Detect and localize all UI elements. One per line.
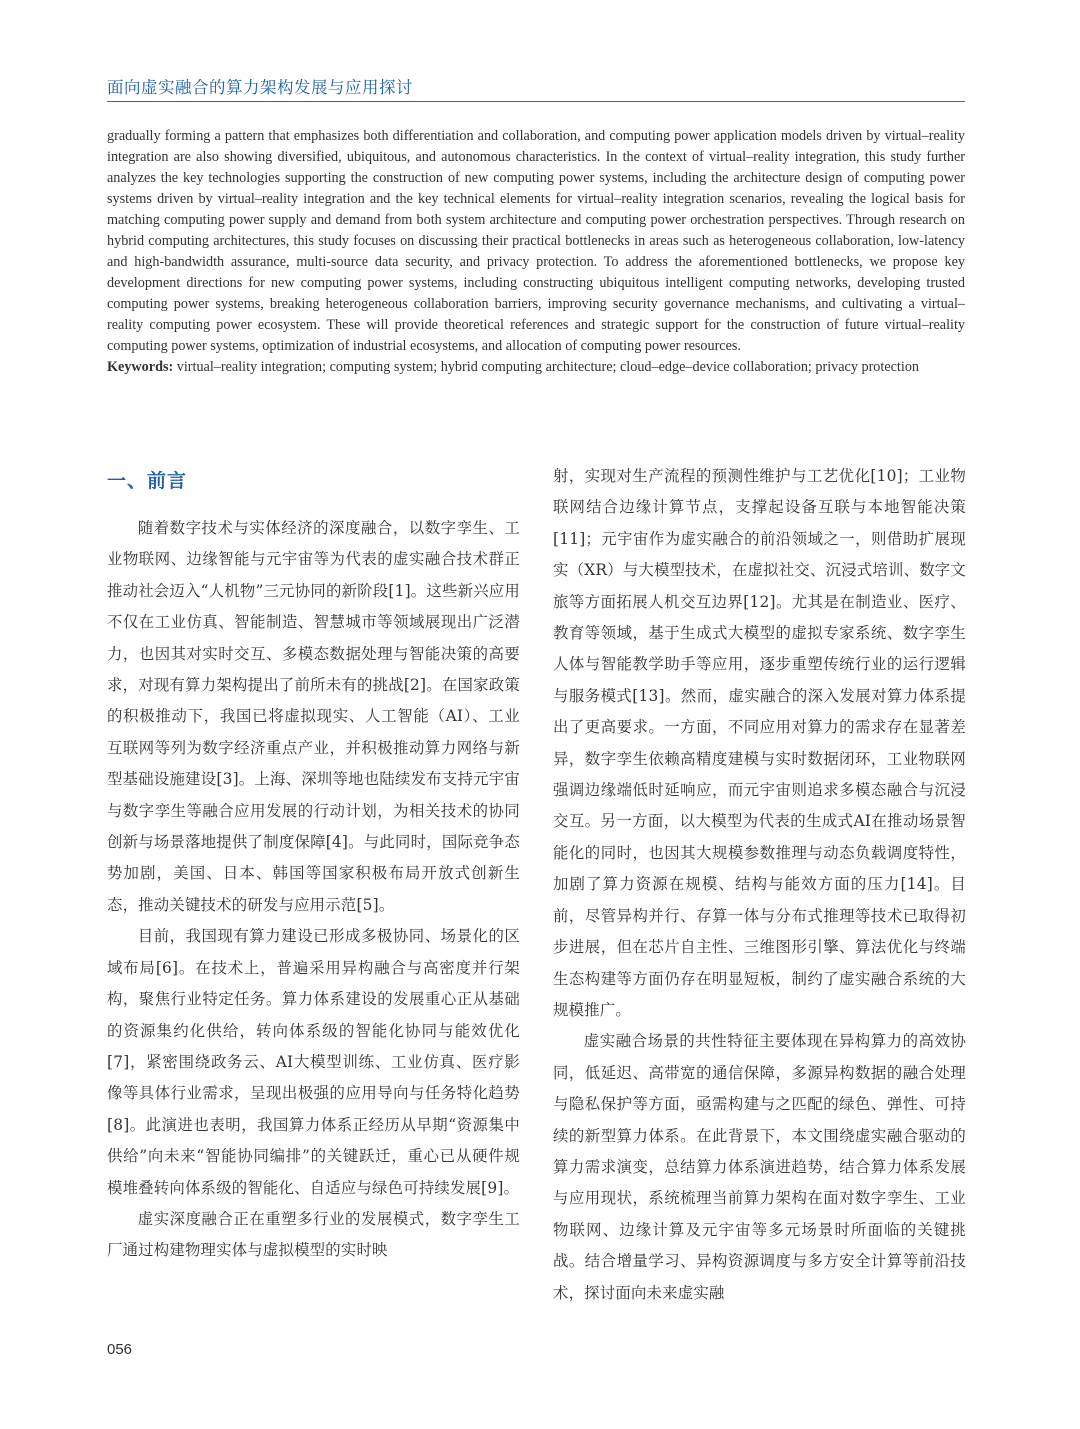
running-header <box>107 74 965 102</box>
abstract-body: gradually forming a pattern that emphasizes both differentiation and collaboration, and computing power application models driven by virtual–reality integration are also showing diversified, ubiquitous, and autonomous characteristics. In the context of virtual–reality integration, this study further analyzes the key technologies supporting the construction of new computing power systems, including the architecture design of computing power systems driven by virtual–reality integration and the key technical elements for virtual–reality integration scenarios, revealing the logical basis for matching computing power supply and demand from both system architecture and computing power orchestration perspectives. Through research on hybrid computing architectures, this study focuses on discussing their practical bottlenecks in areas such as heterogeneous collaboration, low-latency and high-bandwidth assurance, multi-source data security, and privacy protection. To address the aforementioned bottlenecks, we propose key development directions for new computing power systems, including constructing ubiquitous intelligent computing networks, developing trusted computing power systems, breaking heterogeneous collaboration barriers, improving security governance mechanisms, and cultivating a virtual–reality computing power ecosystem. These will provide theoretical references and strategic support for the construction of future virtual–reality computing power systems, optimization of industrial ecosystems, and allocation of computing power resources. <box>107 128 965 354</box>
right-paragraph-1: 射，实现对生产流程的预测性维护与工艺优化[10]；工业物联网结合边缘计算节点，支撑起设备互联与本地智能决策[11]；元宇宙作为虚实融合的前沿领域之一，则借助扩展现实（XR）与大模型技术，在虚拟社交、沉浸式培训、数字文旅等方面拓展人机交互边界[12]。尤其是在制造业、医疗、教育等领域，基于生成式大模型的虚拟专家系统、数字孪生人体与智能教学助手等应用，逐步重塑传统行业的运行逻辑与服务模式[13]。然而，虚实融合的深入发展对算力体系提出了更高要求。一方面，不同应用对算力的需求存在显著差异，数字孪生依赖高精度建模与实时数据闭环，工业物联网强调边缘端低时延响应，而元宇宙则追求多模态融合与沉浸交互。另一方面，以大模型为代表的生成式AI在推动场景智能化的同时，也因其大规模参数推理与动态负载调度特性，加剧了算力资源在规模、结构与能效方面的压力[14]。目前，尽管异构并行、存算一体与分布式推理等技术已取得初步进展，但在芯片自主性、三维图形引擎、算法优化与终端生态构建等方面仍存在明显短板，制约了虚实融合系统的大规模推广。 <box>553 467 966 1019</box>
right-column <box>553 461 966 1306</box>
section-heading: 一、前言 <box>107 470 188 492</box>
left-paragraph-1: 随着数字技术与实体经济的深度融合，以数字孪生、工业物联网、边缘智能与元宇宙等为代表的虚实融合技术群正推动社会迈入“人机物”三元协同的新阶段[1]。这些新兴应用不仅在工业仿真、智能制造、智慧城市等领域展现出广泛潜力，也因其对实时交互、多模态数据处理与智能决策的高要求，对现有算力架构提出了前所未有的挑战[2]。在国家政策的积极推动下，我国已将虚拟现实、人工智能（AI）、工业互联网等列为数字经济重点产业，并积极推动算力网络与新型基础设施建设[3]。上海、深圳等地也陆续发布支持元宇宙与数字孪生等融合应用发展的行动计划，为相关技术的协同创新与场景落地提供了制度保障[4]。与此同时，国际竞争态势加剧，美国、日本、韩国等国家积极布局开放式创新生态，推动关键技术的研发与应用示范[5]。 <box>107 519 520 914</box>
page-number: 056 <box>107 1341 133 1358</box>
keywords-label: Keywords: <box>107 359 174 375</box>
right-paragraph-2: 虚实融合场景的共性特征主要体现在异构算力的高效协同，低延迟、高带宽的通信保障，多源异构数据的融合处理与隐私保护等方面，亟需构建与之匹配的绿色、弹性、可持续的新型算力体系。在此背景下，本文围绕虚实融合驱动的算力需求演变，总结算力体系演进趋势，结合算力体系发展与应用现状，系统梳理当前算力架构在面对数字孪生、工业物联网、边缘计算及元宇宙等多元场景时所面临的关键挑战。结合增量学习、异构资源调度与多方安全计算等前沿技术，探讨面向未来虚实融 <box>553 1032 966 1302</box>
left-paragraph-2: 目前，我国现有算力建设已形成多极协同、场景化的区域布局[6]。在技术上，普遍采用异构融合与高密度并行架构，聚焦行业特定任务。算力体系建设的发展重心正从基础的资源集约化供给，转向体系级的智能化协同与能效优化[7]，紧密围绕政务云、AI大模型训练、工业仿真、医疗影像等具体行业需求，呈现出极强的应用导向与任务特化趋势[8]。此演进也表明，我国算力体系正经历从早期“资源集中供给”向未来“智能协同编排”的关键跃迁，重心已从硬件规模堆叠转向体系级的智能化、自适应与绿色可持续发展[9]。 <box>107 927 520 1197</box>
running-header-title: 面向虚实融合的算力架构发展与应用探讨 <box>107 78 413 97</box>
english-abstract <box>107 126 965 378</box>
left-column <box>107 513 520 1303</box>
keywords-text: virtual–reality integration; computing system; hybrid computing architecture; cloud–edge–device collaboration; privacy protection <box>173 359 920 375</box>
left-paragraph-3: 虚实深度融合正在重塑多行业的发展模式，数字孪生工厂通过构建物理实体与虚拟模型的实时映 <box>107 1209 520 1260</box>
keywords-line <box>107 357 965 378</box>
